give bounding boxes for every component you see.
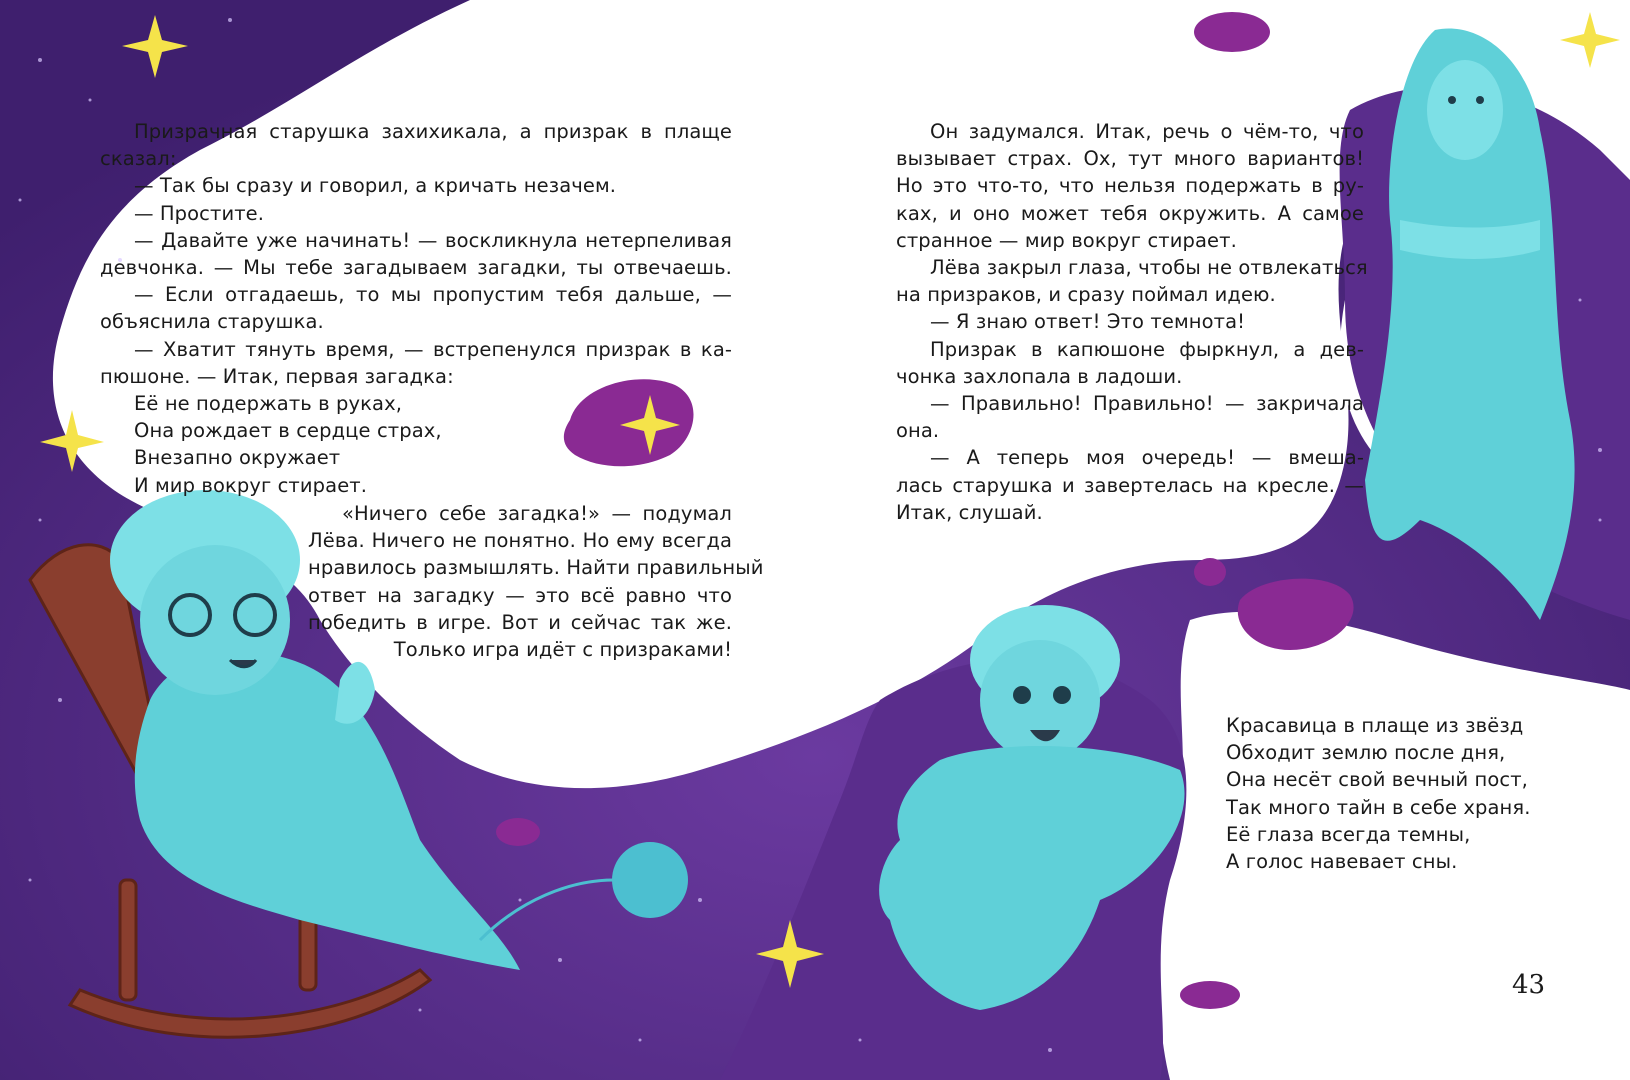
- text-line: Лёва закрыл глаза, чтобы не отвлекаться: [930, 256, 1368, 280]
- left-column-paragraph: [308, 500, 764, 663]
- text-line: Но это что-то, что нельзя подержать в ру-: [896, 174, 1364, 198]
- text-line: Он задумался. Итак, речь о чём-то, что: [930, 120, 1364, 143]
- text-line: Внезапно окружает: [134, 446, 341, 470]
- text-line: девчонка. — Мы тебе загадываем загадки, ты отвечаешь.: [100, 256, 732, 280]
- text-line: — А теперь моя очередь! — вмеша-: [930, 446, 1364, 470]
- text-line: странное — мир вокруг стирает.: [896, 228, 1237, 252]
- poem-line: Она несёт свой вечный пост,: [1226, 768, 1528, 792]
- text-line: «Ничего себе загадка!» — подумал: [342, 502, 732, 525]
- text-line: — Давайте уже начинать! — воскликнула нетерпеливая: [134, 228, 732, 252]
- poem-line: Её глаза всегда темны,: [1226, 822, 1471, 846]
- text-line: победить в игре. Вот и сейчас так же.: [308, 610, 732, 634]
- text-line: Лёва. Ничего не понятно. Но ему всегда: [308, 529, 732, 553]
- text-line: — Я знаю ответ! Это темнота!: [930, 310, 1246, 334]
- text-line: лась старушка и завертелась на кресле. —: [896, 473, 1364, 497]
- text-line: — Если отгадаешь, то мы пропустим тебя дальше, —: [134, 283, 732, 307]
- text-line: — Так бы сразу и говорил, а кричать незачем.: [134, 174, 617, 198]
- text-line: Призрачная старушка захихикала, а призрак в плаще: [134, 120, 732, 143]
- text-line: нравилось размышлять. Найти правильный: [308, 556, 764, 580]
- poem-line: Обходит землю после дня,: [1226, 741, 1506, 765]
- text-line: Призрак в капюшоне фыркнул, а дев-: [930, 337, 1364, 361]
- text-line: — Правильно! Правильно! — закричала: [930, 392, 1364, 416]
- left-column-text: [100, 118, 732, 499]
- text-line: Она рождает в сердце страх,: [134, 419, 442, 443]
- poem-line: А голос навевает сны.: [1226, 850, 1458, 874]
- purple-blob: [1180, 981, 1240, 1009]
- page-number: 43: [1512, 970, 1546, 1000]
- text-line: вызывает страх. Ох, тут много вариантов!: [896, 147, 1364, 171]
- text-line: И мир вокруг стирает.: [134, 473, 368, 497]
- second-riddle-poem: [1226, 712, 1556, 875]
- text-line: — Простите.: [134, 201, 265, 225]
- text-line: ках, и оно может тебя окружить. А самое: [896, 201, 1364, 225]
- purple-blob: [496, 818, 540, 846]
- poem-line: Так много тайн в себе храня.: [1226, 795, 1531, 819]
- text-line: — Хватит тянуть время, — встрепенулся призрак в ка-: [134, 337, 732, 361]
- text-line: объяснила старушка.: [100, 310, 324, 334]
- purple-blob: [1194, 558, 1226, 586]
- purple-blob: [1194, 12, 1270, 52]
- text-line: пюшоне. — Итак, первая загадка:: [100, 364, 454, 388]
- text-line: Итак, слушай.: [896, 500, 1043, 524]
- text-line: ответ на загадку — это всё равно что: [308, 583, 732, 607]
- text-line: Её не подержать в руках,: [134, 392, 403, 416]
- text-line: она.: [896, 419, 940, 443]
- text-line: сказал:: [100, 147, 177, 171]
- poem-line: Красавица в плаще из звёзд: [1226, 714, 1524, 737]
- text-line: Только игра идёт с призраками!: [393, 638, 732, 662]
- text-line: чонка захлопала в ладоши.: [896, 364, 1183, 388]
- right-column-text: [896, 118, 1368, 526]
- text-line: на призраков, и сразу поймал идею.: [896, 283, 1276, 307]
